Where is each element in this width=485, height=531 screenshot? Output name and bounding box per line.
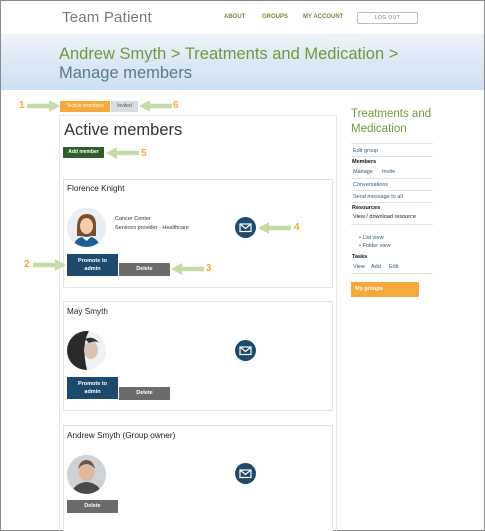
page-title: Active members bbox=[64, 121, 183, 139]
delete-button[interactable]: Delete bbox=[119, 387, 170, 400]
annotation-number: 2 bbox=[24, 259, 30, 270]
sidebar-tasks-view[interactable]: View bbox=[353, 264, 365, 270]
promote-label-line1: Promote to bbox=[77, 381, 108, 387]
my-groups-button[interactable]: My groups bbox=[351, 282, 419, 297]
annotation-number: 3 bbox=[206, 263, 212, 274]
arrow-icon bbox=[106, 147, 139, 159]
annotation-number: 4 bbox=[294, 222, 300, 233]
breadcrumb-group[interactable]: Andrew Smyth bbox=[59, 45, 167, 63]
member-name: May Smyth bbox=[67, 307, 108, 316]
sidebar-tasks-heading: Tasks bbox=[352, 254, 368, 260]
tab-invited[interactable]: Invited bbox=[111, 101, 138, 112]
tab-active-members[interactable]: *Active members bbox=[60, 101, 110, 112]
member-name: Florence Knight bbox=[67, 184, 125, 193]
arrow-icon bbox=[258, 222, 291, 234]
nav-my-account[interactable]: MY ACCOUNT bbox=[303, 14, 344, 20]
sidebar-edit-group[interactable]: Edit group bbox=[353, 148, 379, 154]
sidebar-members-heading: Members bbox=[352, 159, 377, 165]
member-role: Services provider - Healthcare bbox=[115, 225, 189, 231]
sidebar-title-line2: Medication bbox=[351, 123, 407, 135]
brand-logo[interactable]: Team Patient bbox=[62, 9, 152, 26]
sidebar-send-message[interactable]: Send message to all bbox=[353, 194, 403, 200]
arrow-icon bbox=[139, 100, 172, 112]
annotation-number: 5 bbox=[141, 148, 147, 159]
sidebar-conversations[interactable]: Conversations bbox=[353, 182, 389, 188]
arrow-icon bbox=[27, 100, 60, 112]
promote-label-line2: admin bbox=[84, 266, 101, 272]
arrow-icon bbox=[171, 263, 204, 275]
sidebar-list-view[interactable]: • List view bbox=[359, 235, 384, 241]
delete-button[interactable]: Delete bbox=[119, 263, 170, 276]
delete-button[interactable]: Delete bbox=[67, 500, 118, 513]
breadcrumb-separator: > bbox=[170, 45, 181, 63]
member-organization: Cancer Center bbox=[115, 216, 151, 222]
breadcrumb-separator: > bbox=[388, 45, 399, 63]
breadcrumb-topic[interactable]: Treatments and Medication bbox=[184, 45, 385, 63]
promote-label-line2: admin bbox=[84, 389, 101, 395]
member-name: Andrew Smyth (Group owner) bbox=[67, 431, 176, 440]
sidebar-resources-heading: Resources bbox=[352, 205, 381, 211]
sidebar-view-download[interactable]: View / download resource bbox=[353, 214, 416, 220]
annotation-number: 1 bbox=[19, 100, 25, 111]
logout-button[interactable]: LOG OUT bbox=[357, 12, 418, 24]
sidebar-title-line1: Treatments and bbox=[351, 108, 432, 120]
nav-groups[interactable]: GROUPS bbox=[262, 14, 289, 20]
breadcrumb-current: Manage members bbox=[59, 64, 192, 82]
add-member-button[interactable]: Add member bbox=[63, 147, 104, 158]
arrow-icon bbox=[33, 259, 66, 271]
sidebar-invite[interactable]: Invite bbox=[382, 169, 396, 175]
sidebar-tasks-add[interactable]: Add bbox=[371, 264, 381, 270]
promote-label-line1: Promote to bbox=[77, 258, 108, 264]
nav-about[interactable]: ABOUT bbox=[224, 14, 246, 20]
sidebar-folder-view[interactable]: • Folder view bbox=[359, 243, 391, 249]
annotation-number: 6 bbox=[173, 100, 179, 111]
sidebar-manage[interactable]: Manage bbox=[353, 169, 373, 175]
sidebar-tasks-edit[interactable]: Edit bbox=[389, 264, 399, 270]
